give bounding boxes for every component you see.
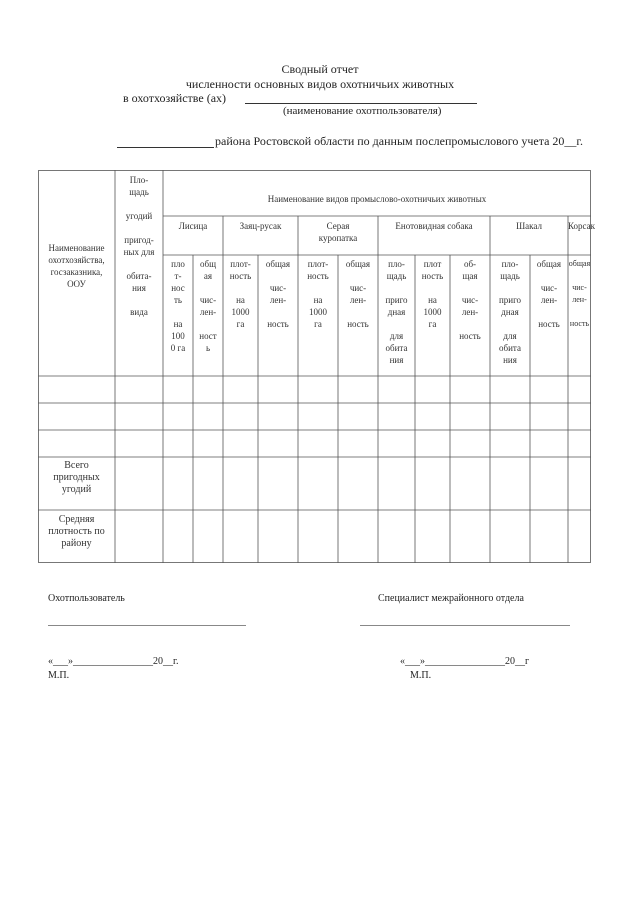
- left-date-field[interactable]: «___»________________20__г.: [48, 656, 179, 667]
- species-raccoon-dog: Енотовидная собака: [395, 221, 473, 231]
- sub-partridge-density: плот- ность на 1000 га: [307, 259, 329, 329]
- district-field[interactable]: [117, 134, 214, 148]
- sub-corsac-total: общая чис-лен- ность: [568, 259, 591, 328]
- species-partridge: Серая куропатка: [318, 221, 358, 243]
- sub-raccoon-area: пло- щадь приго дная для обита ния: [385, 259, 408, 365]
- species-fox: Лисица: [178, 221, 208, 231]
- left-signature-line[interactable]: [48, 625, 246, 626]
- species-corsac: Корсак: [568, 221, 596, 231]
- right-signatory-title: Специалист межрайонного отдела: [378, 593, 524, 604]
- hunting-farm-label: в охотхозяйстве (ах): [123, 91, 227, 105]
- left-signatory-title: Охотпользователь: [48, 593, 125, 604]
- report-title: Сводный отчет: [281, 62, 359, 76]
- hunting-farm-caption: (наименование охотпользователя): [283, 105, 442, 117]
- sub-raccoon-total: об- щая чис- лен- ность: [459, 259, 481, 341]
- right-stamp-place: М.П.: [410, 670, 432, 681]
- row-label-total: Всего пригодных угодий: [53, 460, 100, 495]
- species-jackal: Шакал: [516, 221, 542, 231]
- report-subtitle: численности основных видов охотничьих животных: [185, 77, 455, 91]
- sub-jackal-total: общая чис- лен- ность: [536, 259, 562, 329]
- row-label-density: Средняя плотность по району: [48, 514, 105, 549]
- sub-jackal-area: пло- щадь приго дная для обита ния: [498, 259, 522, 365]
- header-species-group: Наименование видов промыслово-охотничьих животных: [267, 194, 487, 204]
- right-signature-line[interactable]: [360, 625, 570, 626]
- district-label: района Ростовской области по данным послепромыслового учета 20__г.: [215, 134, 583, 148]
- header-area-column: Пло- щадь угодий пригод- ных для обита- ния вида: [123, 175, 155, 317]
- header-name-column: Наименование охотхозяйства, госзаказника, ООУ: [48, 243, 105, 289]
- left-stamp-place: М.П.: [48, 670, 70, 681]
- right-date-field[interactable]: «___»________________20__г: [400, 656, 530, 667]
- sub-hare-total: общая чис- лен- ность: [265, 259, 291, 329]
- sub-hare-density: плот- ность на 1000 га: [229, 259, 252, 329]
- sub-partridge-total: общая чис- лен- ность: [345, 259, 371, 329]
- sub-raccoon-density: плот ность на 1000 га: [421, 259, 444, 329]
- sub-fox-density: пло т- нос ть на 100 0 га: [170, 259, 186, 353]
- report-table: [38, 170, 596, 563]
- species-hare: Заяц-русак: [239, 221, 282, 231]
- sub-fox-total: общ ая чис- лен- ност ь: [199, 259, 217, 353]
- hunting-farm-field[interactable]: [245, 90, 477, 104]
